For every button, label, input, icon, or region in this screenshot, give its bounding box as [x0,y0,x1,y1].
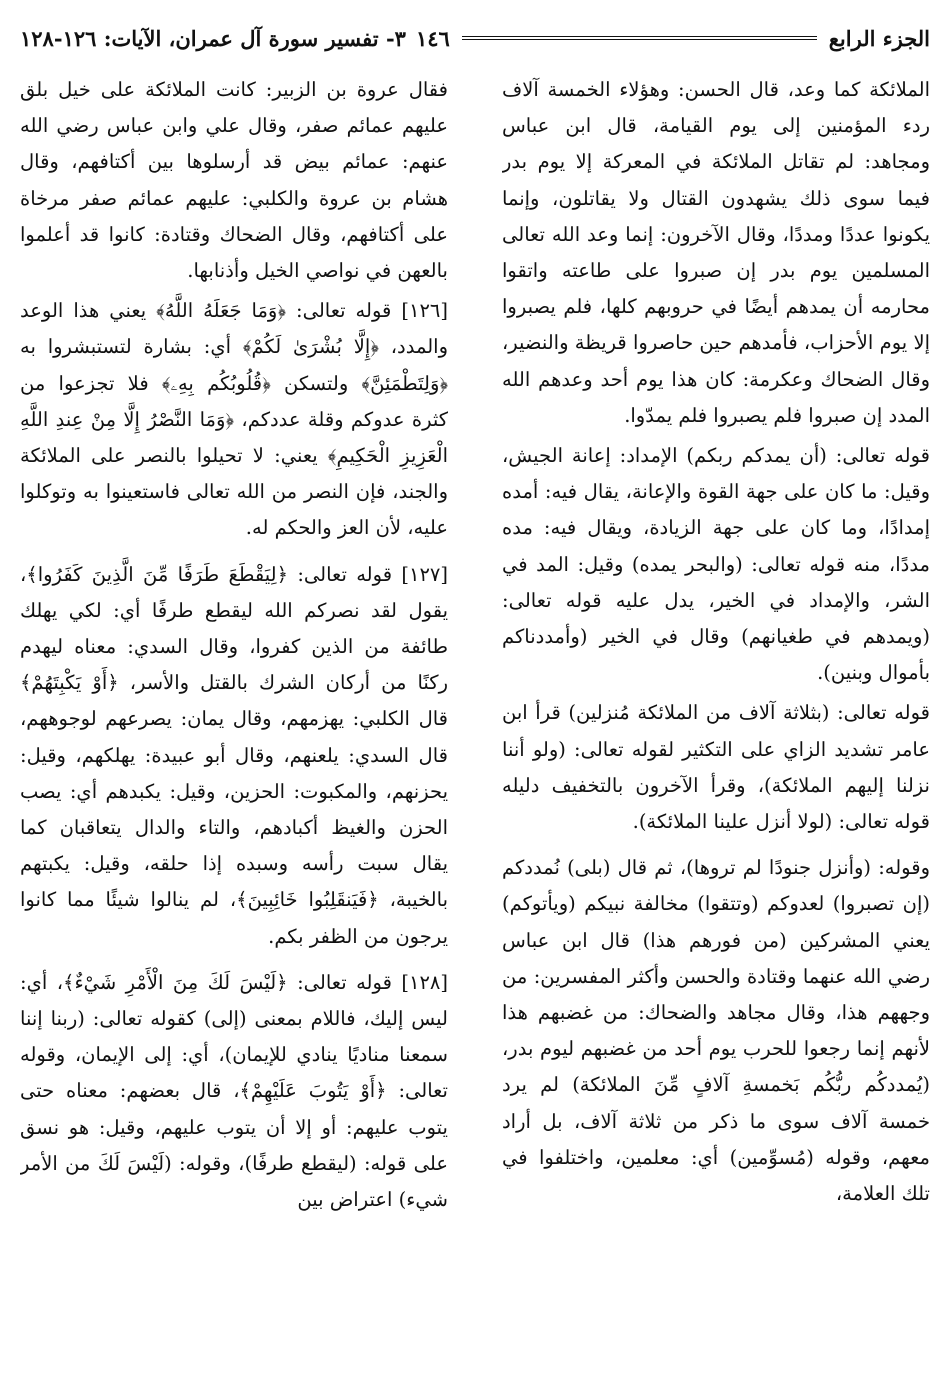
running-header [20,22,930,54]
paragraph: [١٢٦] قوله تعالى: ﴿وَمَا جَعَلَهُ اللَّهُ﴾ يعني هذا الوعد والمدد، ﴿إِلَّا بُشْرَىٰ لَكُمْ﴾ أي: بشارة لتستبشروا به ﴿وَلِتَطْمَئِنَّ﴾ ولتسكن ﴿قُلُوبُكُم بِهِۦ﴾ فلا تجزعوا من كثرة عدوكم وقلة عددكم، ﴿وَمَا النَّصْرُ إِلَّا مِنْ عِندِ اللَّهِ الْعَزِيزِ الْحَكِيمِ﴾ يعني: لا تحيلوا بالنصر على الملائكة والجند، فإن النصر من الله تعالى فاستعينوا به وتوكلوا عليه، لأن العز والحكم له. [20,299,448,540]
paragraph: الملائكة كما وعد، قال الحسن: وهؤلاء الخمسة آلاف ردء المؤمنين إلى يوم القيامة، قال ابن عباس ومجاهد: لم تقاتل الملائكة في المعركة إلا يوم بدر فيما سوى ذلك يشهدون القتال ولا يقاتلون، وإنما يكونوا عددًا ومددًا، وقال الآخرون: إنما وعد الله تعالى المسلمين يوم بدر إن صبروا على طاعته واتقوا محارمه أن يمدهم أيضًا في حروبهم كلها، فلم يصبروا إلا يوم الأحزاب، فأمدهم حين حاصروا قريظة والنضير، وقال الضحاك وعكرمة: كان هذا يوم أحد وعدهم الله المدد إن صبروا فلم يصبروا فلم يمدّوا. [502,78,930,427]
paragraph: [١٢٧] قوله تعالى: ﴿لِيَقْطَعَ طَرَفًا مِّنَ الَّذِينَ كَفَرُوا﴾، يقول لقد نصركم الله ليقطع طرفًا أي: لكي يهلك طائفة من الذين كفروا، وقال السدي: معناه ليهدم ركنًا من أركان الشرك بالقتل والأسر، ﴿أَوْ يَكْبِتَهُمْ﴾ قال الكلبي: يهزمهم، وقال يمان: يصرعهم لوجوههم، قال السدي: يلعنهم، وقال أبو عبيدة: يهلكهم، وقيل: يحزنهم، والمكبوت: الحزين، وقيل: يكبدهم أي: يصب الحزن والغيظ أكبادهم، والتاء والدال يتعاقبان كما يقال سبت رأسه وسبده إذا حلقه، وقيل: يكبتهم بالخيبة، ﴿فَيَنقَلِبُوا خَائِبِينَ﴾، لم ينالوا شيئًا مما كانوا يرجون من الظفر بكم. [20,562,448,948]
paragraph: [١٢٨] قوله تعالى: ﴿لَيْسَ لَكَ مِنَ الْأَمْرِ شَيْءٌ﴾، أي: ليس إليك، فاللام بمعنى (إلى) كقوله تعالى: (ربنا إننا سمعنا مناديًا ينادي للإيمان)، أي: إلى الإيمان، وقوله تعالى: ﴿أَوْ يَتُوبَ عَلَيْهِمْ﴾، قال بعضهم: معناه حتى يتوب عليهم: أو إلا أن يتوب عليهم، وقيل: هو نسق على قوله: (ليقطع طرفًا)، وقوله: (لَيْسَ لَكَ من الأمر شيء) اعتراض بين [20,970,448,1212]
header-title: ٣- تفسير سورة آل عمران، الآيات: ١٢٦-١٢٨ [20,25,406,51]
header-rule [462,36,817,40]
page-number: ١٤٦ [415,25,450,51]
paragraph: فقال عروة بن الزبير: كانت الملائكة على خيل بلق عليهم عمائم صفر، وقال علي وابن عباس رضي الله عنهم: عمائم بيض قد أرسلوها بين أكتافهم، وقال هشام بن عروة والكلبي: عليهم عمائم صفر مرخاة على أكتافهم، وقال الضحاك وقتادة: كانوا قد أعلموا بالعهن في نواصي الخيل وأذنابها. [20,78,448,283]
paragraph: قوله تعالى: (أن يمدكم ربكم) الإمداد: إعانة الجيش، وقيل: ما كان على جهة القوة والإعانة، يقال فيه: أمده إمدادًا، وما كان على جهة الزيادة، ويقال فيه: مده مددًا، منه قوله تعالى: (والبحر يمده) وقيل: المد في الشر، والإمداد في الخير، يدل عليه قوله تعالى: (ويمدهم في طغيانهم) وقال في الخير (وأمددناكم بأموال وبنين). [502,444,930,685]
header-part: الجزء الرابع [828,25,930,51]
paragraph: قوله تعالى: (بثلاثة آلاف من الملائكة مُنزلين) قرأ ابن عامر تشديد الزاي على التكثير لقوله تعالى: (ولو أننا نزلنا إليهم الملائكة)، وقرأ الآخرون بالتخفيف دليله قوله تعالى: (لولا أنزل علينا الملائكة). [502,701,930,834]
left-column [20,72,448,1372]
paragraph: وقوله: (وأنزل جنودًا لم تروها)، ثم قال (بلى) نُمددكم (إن تصبروا) لعدوكم (وتتقوا) مخالفة نبيكم (ويأتوكم) يعني المشركين (من فورهم هذا) قال ابن عباس رضي الله عنهما وقتادة والحسن وأكثر المفسرين: من وجههم هذا، وقال مجاهد والضحاك: من غضبهم هذا لأنهم إنما رجعوا للحرب يوم أحد من غضبهم ليوم بدر، (يُمددكُم ربُّكُم بَخمسةِ آلافٍ مِّنَ الملائكة) لم يرد خمسة آلاف سوى ما ذكر من ثلاثة آلاف، بل أراد معهم، وقوله (مُسوِّمين) أي: معلمين، واختلفوا في تلك العلامة، [502,856,930,1206]
right-column [502,72,930,1372]
